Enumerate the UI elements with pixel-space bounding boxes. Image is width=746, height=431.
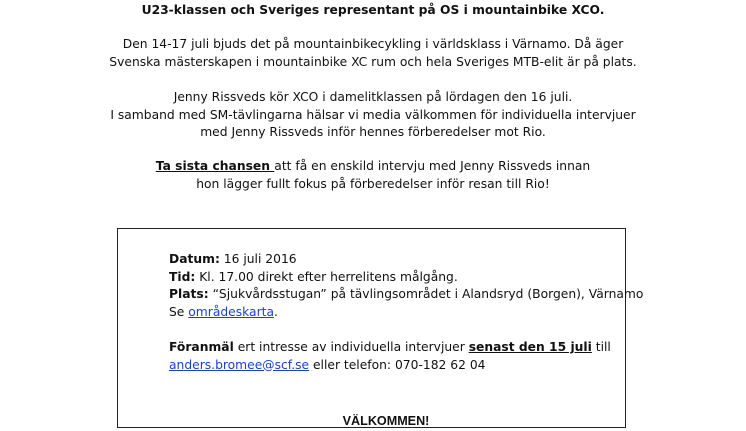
- time-label: Tid:: [169, 269, 196, 284]
- title-text: U23-klassen och Sveriges representant på OS i mountainbike XCO.: [141, 3, 605, 17]
- event-line-1: Den 14-17 juli bjuds det på mountainbikecykling i världsklass i Värnamo. Då äger: [122, 37, 624, 51]
- intro-paragraph-last-chance: [0, 158, 746, 193]
- press-release-title: [0, 2, 746, 20]
- last-chance-text: att få en enskild intervju med Jenny Rissveds innan: [274, 159, 591, 173]
- place-value: “Sjukvårdsstugan” på tävlingsområdet i Alandsryd (Borgen), Värnamo: [208, 287, 644, 302]
- welcome-heading: VÄLKOMMEN!: [342, 414, 430, 428]
- last-chance-emphasis: Ta sista chansen: [155, 159, 275, 173]
- place-label: Plats:: [169, 287, 209, 302]
- spacer: [169, 321, 609, 339]
- last-chance-line-1: [0, 158, 746, 176]
- date-label: Datum:: [169, 252, 220, 266]
- interview-line-3: med Jenny Rissveds inför hennes förberedelser mot Rio.: [200, 125, 546, 140]
- date-value: 16 juli 2016: [219, 252, 297, 266]
- register-to: till: [591, 339, 611, 354]
- map-prefix: Se: [169, 304, 189, 319]
- last-chance-line-2: hon lägger fullt fokus på förberedelser inför resan till Rio!: [196, 176, 550, 191]
- time-value: Kl. 17.00 direkt efter herrelitens målgång.: [195, 269, 458, 284]
- date-row: [169, 251, 609, 269]
- register-deadline: senast den 15 juli: [468, 339, 592, 354]
- interview-line-2: I samband med SM-tävlingarna hälsar vi media välkommen för individuella intervjuer: [110, 107, 636, 122]
- event-info-content: [169, 251, 644, 428]
- register-text: ert intresse av individuella intervjuer: [233, 339, 469, 354]
- place-row: [169, 286, 644, 304]
- phone-text: eller telefon: 070-182 62 04: [309, 357, 486, 372]
- event-line-2: Svenska mästerskapen i mountainbike XC rum och hela Sveriges MTB-elit är på plats.: [109, 54, 637, 69]
- intro-paragraph-interview: [0, 89, 746, 142]
- time-row: [169, 269, 609, 287]
- event-info-box: [117, 228, 644, 428]
- area-map-link[interactable]: områdeskarta: [188, 304, 275, 319]
- map-suffix: .: [274, 304, 278, 319]
- map-row: [169, 304, 609, 322]
- register-row: [169, 339, 609, 357]
- interview-line-1: Jenny Rissveds kör XCO i damelitklassen på lördagen den 16 juli.: [173, 90, 573, 104]
- contact-row: [169, 357, 609, 375]
- intro-paragraph-event: [0, 36, 746, 71]
- register-label: Föranmäl: [169, 339, 234, 354]
- email-link[interactable]: anders.bromee@scf.se: [169, 357, 310, 372]
